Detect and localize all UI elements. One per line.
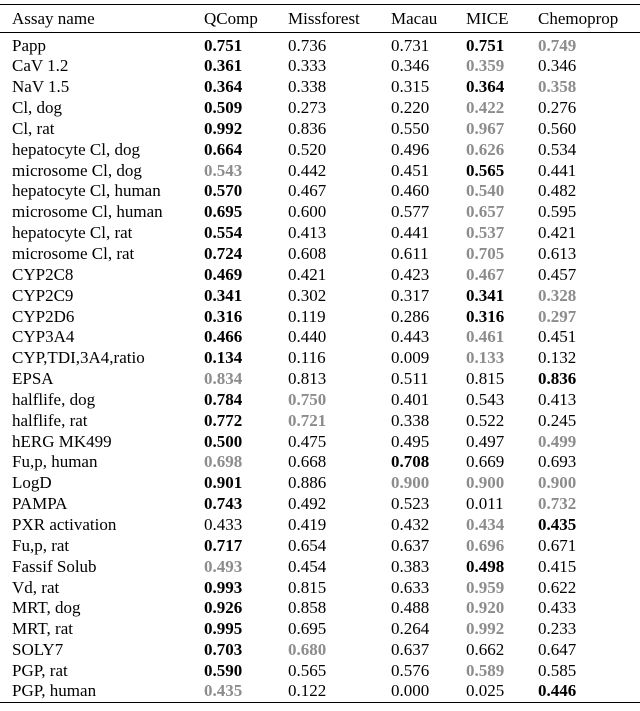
- value-cell: 0.543: [466, 389, 505, 409]
- value-cell: 0.731: [391, 36, 430, 55]
- value-cell: 0.415: [538, 556, 577, 576]
- value-cell: 0.534: [538, 139, 577, 159]
- value-cell: 0.654: [288, 535, 327, 555]
- table-row: [0, 619, 640, 640]
- value-cell: 0.443: [391, 327, 430, 347]
- value-cell: 0.565: [466, 160, 505, 180]
- header-qcomp: QComp: [204, 5, 288, 33]
- value-cell: 0.900: [391, 473, 430, 493]
- value-cell: 0.413: [288, 223, 327, 243]
- value-cell: 0.469: [204, 264, 243, 284]
- value-cell: 0.577: [391, 202, 430, 222]
- value-cell: 0.959: [466, 577, 505, 597]
- value-cell: 0.338: [391, 410, 430, 430]
- value-cell: 0.703: [204, 640, 243, 660]
- value-cell: 0.423: [391, 264, 430, 284]
- value-cell: 0.273: [288, 98, 327, 118]
- value-cell: 0.297: [538, 306, 577, 326]
- value-cell: 0.488: [391, 598, 430, 618]
- value-cell: 0.442: [288, 160, 327, 180]
- value-cell: 0.346: [538, 56, 577, 76]
- value-cell: 0.698: [204, 452, 243, 472]
- table-row: [0, 77, 640, 98]
- table-body: [0, 33, 640, 703]
- value-cell: 0.446: [538, 681, 640, 702]
- value-cell: 0.647: [538, 640, 577, 660]
- table-row: [0, 369, 640, 390]
- table-header-row: [0, 5, 640, 33]
- value-cell: 0.836: [288, 118, 327, 138]
- value-cell: 0.668: [288, 452, 327, 472]
- value-cell: 0.743: [204, 494, 243, 514]
- value-cell: 0.695: [288, 619, 327, 639]
- value-cell: 0.992: [204, 118, 243, 138]
- value-cell: 0.657: [466, 202, 505, 222]
- value-cell: 0.736: [288, 36, 327, 55]
- assay-name-cell: SOLY7: [12, 640, 64, 660]
- value-cell: 0.466: [204, 327, 243, 347]
- value-cell: 0.316: [466, 306, 505, 326]
- value-cell: 0.122: [288, 681, 391, 702]
- value-cell: 0.590: [204, 660, 243, 680]
- table-row: [0, 119, 640, 140]
- value-cell: 0.560: [538, 118, 577, 138]
- value-cell: 0.967: [466, 118, 505, 138]
- assay-name-cell: microsome Cl, rat: [12, 244, 135, 264]
- value-cell: 0.317: [391, 285, 430, 305]
- value-cell: 0.498: [466, 556, 505, 576]
- value-cell: 0.421: [538, 223, 577, 243]
- value-cell: 0.132: [538, 348, 577, 368]
- value-cell: 0.696: [466, 535, 505, 555]
- value-cell: 0.576: [391, 660, 430, 680]
- results-table: [0, 4, 640, 703]
- assay-name-cell: microsome Cl, dog: [12, 160, 142, 180]
- table-row: [0, 515, 640, 536]
- assay-name-cell: hepatocyte Cl, human: [12, 181, 161, 201]
- value-cell: 0.836: [538, 369, 577, 389]
- value-cell: 0.622: [538, 577, 577, 597]
- assay-name-cell: hepatocyte Cl, dog: [12, 139, 140, 159]
- table-row: [0, 160, 640, 181]
- assay-name-cell: hERG MK499: [12, 431, 112, 451]
- value-cell: 0.302: [288, 285, 327, 305]
- assay-name-cell: MRT, dog: [12, 598, 81, 618]
- value-cell: 0.589: [466, 660, 505, 680]
- assay-name-cell: microsome Cl, human: [12, 202, 163, 222]
- value-cell: 0.025: [466, 681, 538, 702]
- value-cell: 0.134: [204, 348, 243, 368]
- value-cell: 0.338: [288, 77, 327, 97]
- table-row: [0, 244, 640, 265]
- table-row: [0, 640, 640, 661]
- value-cell: 0.540: [466, 181, 505, 201]
- table-row: [0, 223, 640, 244]
- value-cell: 0.440: [288, 327, 327, 347]
- value-cell: 0.316: [204, 306, 243, 326]
- value-cell: 0.475: [288, 431, 327, 451]
- assay-name-cell: Fu,p, human: [12, 452, 98, 472]
- table-row: [0, 98, 640, 119]
- value-cell: 0.500: [204, 431, 243, 451]
- value-cell: 0.600: [288, 202, 327, 222]
- header-chemoprop: Chemoprop: [538, 5, 640, 33]
- value-cell: 0.520: [288, 139, 327, 159]
- assay-name-cell: CYP2C8: [12, 264, 74, 284]
- value-cell: 0.383: [391, 556, 430, 576]
- value-cell: 0.900: [538, 473, 577, 493]
- value-cell: 0.467: [288, 181, 327, 201]
- value-cell: 0.732: [538, 494, 577, 514]
- table-row: [0, 33, 640, 57]
- table-row: [0, 681, 640, 702]
- assay-name-cell: PGP, rat: [12, 660, 68, 680]
- value-cell: 0.451: [538, 327, 577, 347]
- assay-name-cell: MRT, rat: [12, 619, 73, 639]
- assay-name-cell: Cl, rat: [12, 118, 55, 138]
- table-row: [0, 598, 640, 619]
- value-cell: 0.611: [391, 244, 429, 264]
- value-cell: 0.724: [204, 244, 243, 264]
- table-row: [0, 452, 640, 473]
- header-assay-name: Assay name: [0, 5, 204, 33]
- value-cell: 0.585: [538, 660, 577, 680]
- value-cell: 0.813: [288, 369, 327, 389]
- value-cell: 0.413: [538, 389, 577, 409]
- value-cell: 0.364: [466, 77, 505, 97]
- value-cell: 0.341: [466, 285, 505, 305]
- value-cell: 0.626: [466, 139, 505, 159]
- value-cell: 0.497: [466, 431, 505, 451]
- assay-name-cell: halflife, dog: [12, 389, 96, 409]
- value-cell: 0.286: [391, 306, 430, 326]
- value-cell: 0.435: [204, 681, 288, 702]
- value-cell: 0.499: [538, 431, 577, 451]
- assay-name-cell: Fu,p, rat: [12, 535, 70, 555]
- value-cell: 0.467: [466, 264, 505, 284]
- value-cell: 0.434: [466, 514, 505, 534]
- value-cell: 0.637: [391, 640, 430, 660]
- value-cell: 0.750: [288, 389, 327, 409]
- value-cell: 0.664: [204, 139, 243, 159]
- assay-name-cell: Vd, rat: [12, 577, 60, 597]
- assay-name-cell: CYP2C9: [12, 285, 74, 305]
- value-cell: 0.570: [204, 181, 243, 201]
- value-cell: 0.993: [204, 577, 243, 597]
- value-cell: 0.511: [391, 369, 429, 389]
- value-cell: 0.900: [466, 473, 505, 493]
- table-row: [0, 306, 640, 327]
- value-cell: 0.433: [204, 514, 243, 534]
- value-cell: 0.133: [466, 348, 505, 368]
- value-cell: 0.119: [288, 306, 326, 326]
- value-cell: 0.359: [466, 56, 505, 76]
- value-cell: 0.422: [466, 98, 505, 118]
- value-cell: 0.358: [538, 77, 577, 97]
- value-cell: 0.433: [538, 598, 577, 618]
- assay-name-cell: NaV 1.5: [12, 77, 70, 97]
- value-cell: 0.482: [538, 181, 577, 201]
- table-row: [0, 348, 640, 369]
- table-row: [0, 390, 640, 411]
- assay-name-cell: Fassif Solub: [12, 556, 97, 576]
- table-row: [0, 56, 640, 77]
- assay-name-cell: EPSA: [12, 369, 54, 389]
- assay-name-cell: Papp: [12, 36, 46, 55]
- value-cell: 0.613: [538, 244, 577, 264]
- assay-name-cell: CYP,TDI,3A4,ratio: [12, 348, 145, 368]
- value-cell: 0.264: [391, 619, 430, 639]
- value-cell: 0.662: [466, 640, 505, 660]
- table-row: [0, 264, 640, 285]
- header-missforest: Missforest: [288, 5, 391, 33]
- value-cell: 0.815: [466, 369, 505, 389]
- value-cell: 0.693: [538, 452, 577, 472]
- value-cell: 0.633: [391, 577, 430, 597]
- value-cell: 0.751: [466, 36, 505, 55]
- value-cell: 0.537: [466, 223, 505, 243]
- table-row: [0, 181, 640, 202]
- value-cell: 0.492: [288, 494, 327, 514]
- table-row: [0, 535, 640, 556]
- value-cell: 0.680: [288, 640, 327, 660]
- table-row: [0, 431, 640, 452]
- table-row: [0, 577, 640, 598]
- value-cell: 0.000: [391, 681, 466, 702]
- value-cell: 0.509: [204, 98, 243, 118]
- value-cell: 0.705: [466, 244, 505, 264]
- value-cell: 0.496: [391, 139, 430, 159]
- header-mice: MICE: [466, 5, 538, 33]
- table-row: [0, 494, 640, 515]
- value-cell: 0.671: [538, 535, 577, 555]
- value-cell: 0.461: [466, 327, 505, 347]
- table-row: [0, 660, 640, 681]
- value-cell: 0.523: [391, 494, 430, 514]
- table-row: [0, 473, 640, 494]
- value-cell: 0.926: [204, 598, 243, 618]
- value-cell: 0.815: [288, 577, 327, 597]
- value-cell: 0.565: [288, 660, 327, 680]
- assay-name-cell: Cl, dog: [12, 98, 63, 118]
- value-cell: 0.341: [204, 285, 243, 305]
- value-cell: 0.220: [391, 98, 430, 118]
- value-cell: 0.637: [391, 535, 430, 555]
- value-cell: 0.608: [288, 244, 327, 264]
- table-row: [0, 202, 640, 223]
- value-cell: 0.457: [538, 264, 577, 284]
- value-cell: 0.245: [538, 410, 577, 430]
- value-cell: 0.717: [204, 535, 243, 555]
- table-row: [0, 556, 640, 577]
- value-cell: 0.435: [538, 514, 577, 534]
- value-cell: 0.495: [391, 431, 430, 451]
- value-cell: 0.328: [538, 285, 577, 305]
- value-cell: 0.493: [204, 556, 243, 576]
- table-row: [0, 285, 640, 306]
- value-cell: 0.454: [288, 556, 327, 576]
- value-cell: 0.441: [538, 160, 577, 180]
- assay-name-cell: PAMPA: [12, 494, 68, 514]
- value-cell: 0.276: [538, 98, 577, 118]
- assay-name-cell: CYP3A4: [12, 327, 75, 347]
- value-cell: 0.554: [204, 223, 243, 243]
- value-cell: 0.708: [391, 452, 430, 472]
- value-cell: 0.522: [466, 410, 505, 430]
- value-cell: 0.009: [391, 348, 430, 368]
- table-row: [0, 139, 640, 160]
- value-cell: 0.315: [391, 77, 430, 97]
- value-cell: 0.721: [288, 410, 327, 430]
- value-cell: 0.749: [538, 36, 577, 55]
- value-cell: 0.233: [538, 619, 577, 639]
- value-cell: 0.361: [204, 56, 243, 76]
- value-cell: 0.595: [538, 202, 577, 222]
- value-cell: 0.419: [288, 514, 327, 534]
- value-cell: 0.451: [391, 160, 430, 180]
- value-cell: 0.751: [204, 36, 243, 55]
- value-cell: 0.543: [204, 160, 243, 180]
- value-cell: 0.550: [391, 118, 430, 138]
- assay-name-cell: CYP2D6: [12, 306, 75, 326]
- value-cell: 0.364: [204, 77, 243, 97]
- value-cell: 0.401: [391, 389, 430, 409]
- table-row: [0, 327, 640, 348]
- value-cell: 0.333: [288, 56, 327, 76]
- value-cell: 0.886: [288, 473, 327, 493]
- value-cell: 0.858: [288, 598, 327, 618]
- assay-name-cell: halflife, rat: [12, 410, 88, 430]
- value-cell: 0.901: [204, 473, 243, 493]
- value-cell: 0.011: [466, 494, 504, 514]
- assay-name-cell: PGP, human: [0, 681, 204, 702]
- value-cell: 0.116: [288, 348, 326, 368]
- value-cell: 0.772: [204, 410, 243, 430]
- value-cell: 0.460: [391, 181, 430, 201]
- value-cell: 0.421: [288, 264, 327, 284]
- assay-name-cell: PXR activation: [12, 514, 117, 534]
- value-cell: 0.346: [391, 56, 430, 76]
- value-cell: 0.920: [466, 598, 505, 618]
- value-cell: 0.784: [204, 389, 243, 409]
- header-macau: Macau: [391, 5, 466, 33]
- value-cell: 0.669: [466, 452, 505, 472]
- value-cell: 0.992: [466, 619, 505, 639]
- value-cell: 0.995: [204, 619, 243, 639]
- value-cell: 0.695: [204, 202, 243, 222]
- table-row: [0, 410, 640, 431]
- value-cell: 0.441: [391, 223, 430, 243]
- assay-name-cell: LogD: [12, 473, 52, 493]
- value-cell: 0.834: [204, 369, 243, 389]
- assay-name-cell: CaV 1.2: [12, 56, 69, 76]
- assay-name-cell: hepatocyte Cl, rat: [12, 223, 133, 243]
- value-cell: 0.432: [391, 514, 430, 534]
